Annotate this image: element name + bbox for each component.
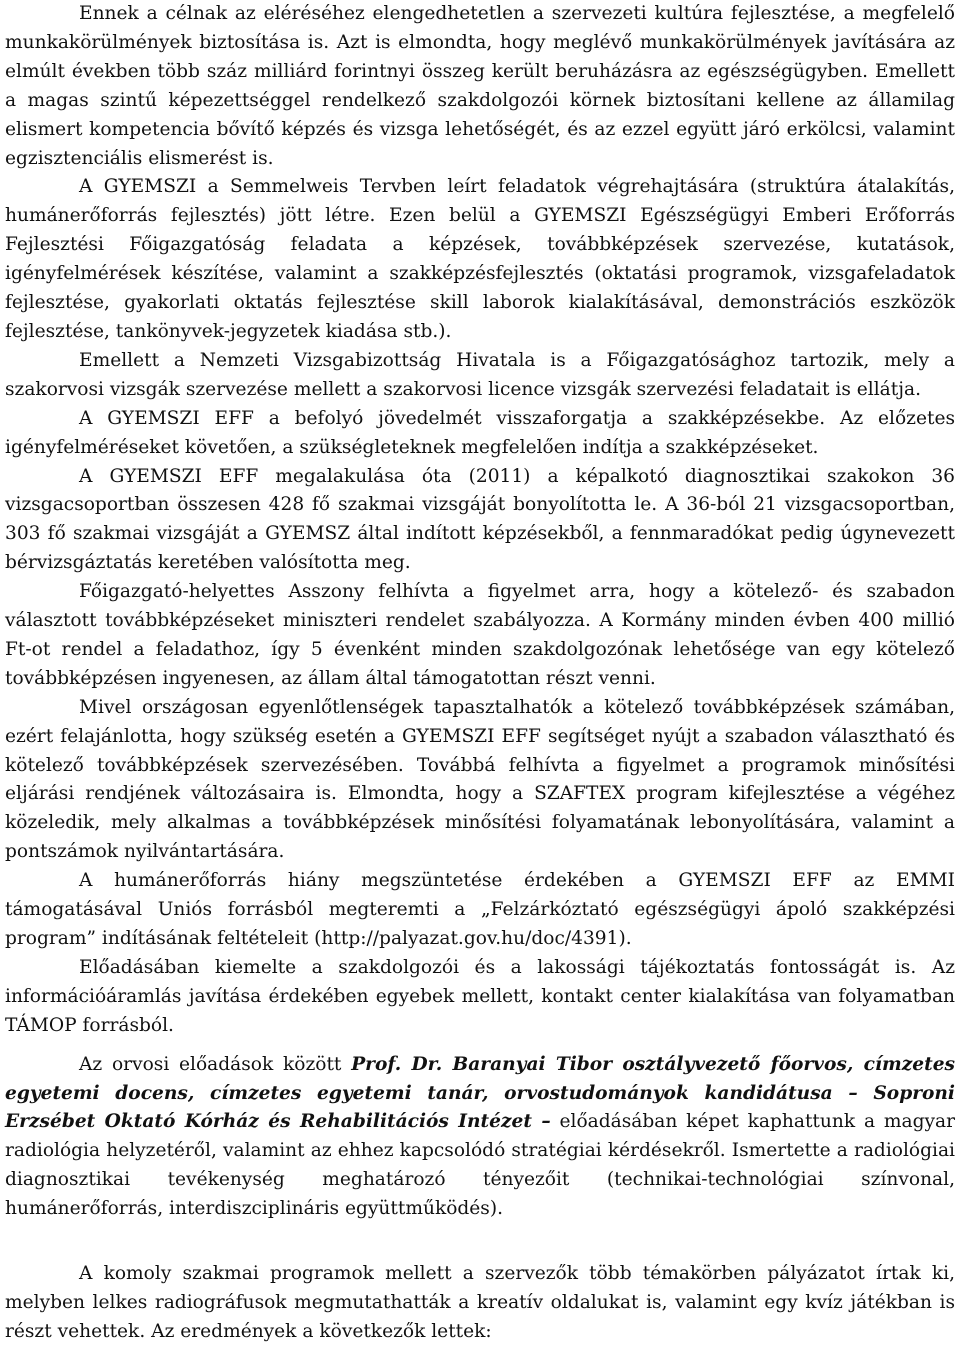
lecture-intro: Az orvosi előadások között: [79, 1053, 352, 1075]
paragraph-start: Ennek a célnak az eléréséhez elengedhetetlen a szervezeti kultúra fejlesztése, a: [79, 3, 855, 24]
paragraph-organizational-culture: [5, 0, 955, 173]
paragraph-continuation: megfelelő munkakörülmények biztosítása is. Azt is elmondta, hogy meglévő munkakörülmények javítására az elmúlt években több száz milliárd forintnyi összeg került beruházásra az egészségügyben. Emellett a magas szintű képezettséggel rendelkező szakdolgozói körnek biztosítani kellene az államilag elismert kompetencia bővítő képzés és vizsga lehetőségét, és az ezzel együtt járó erkölcsi, valamint egzisztenciális elismerést is.: [5, 3, 955, 169]
paragraph-workforce-shortage: A humánerőforrás hiány megszüntetése érdekében a GYEMSZI EFF az EMMI támogatásával Uniós forrásból megteremti a „Felzárkóztató egészségügyi ápoló szakképzési program” indításának feltételeit (http://palyazat.gov.hu/doc/4391).: [5, 870, 955, 949]
paragraph-gyemszi-tasks: A GYEMSZI a Semmelweis Tervben leírt feladatok végrehajtására (struktúra átalakítás, humánerőforrás fejlesztés) jött létre. Ezen belül a GYEMSZI Egészségügyi Emberi Erőforrás Fejlesztési Főigazgatóság feladata a képzések, továbbképzések szervezése, kutatások, igényfelmérések készítése, valamint a szakképzésfejlesztés (oktatási programok, vizsgafeladatok fejlesztése, gyakorlati oktatás fejlesztése skill laborok kialakításával, demonstrációs eszközök fejlesztése, tankönyvek-jegyzetek kiadása stb.).: [5, 176, 955, 342]
speaker-name: Prof. Dr. Baranyai Tibor osztályvezető főorvos, címzetes egyetemi docens, címzetes egyetemi tanár, orvostudományok kandidátusa – Soproni Erzsébet Oktató Kórház és Rehabilitációs Intézet –: [5, 1053, 955, 1133]
paragraph-exam-statistics: A GYEMSZI EFF megalakulása óta (2011) a képalkotó diagnosztikai szakokon 36 vizsgacsoportban összesen 428 fő szakmai vizsgáját bonyolította le. A 36-ból 21 vizsgacsoportban, 303 fő szakmai vizsgáját a GYEMSZ által indított képzésekből, a fennmaradókat pedig úgynevezett bérvizsgáztatás keretében valósította meg.: [5, 465, 955, 574]
paragraph-exam-board: Emellett a Nemzeti Vizsgabizottság Hivatala is a Főigazgatósághoz tartozik, mely a szakorvosi vizsgák szervezése mellett a szakorvosi licence vizsgák szervezési feladatait is ellátja.: [5, 349, 955, 400]
paragraph-eff-income: A GYEMSZI EFF a befolyó jövedelmét visszaforgatja a szakképzésekbe. Az előzetes igényfelméréseket követően, a szükségleteknek megfelelően indítja a szakképzéseket.: [5, 407, 955, 458]
spacer: [5, 1041, 955, 1051]
paragraph-inequalities: Mivel országosan egyenlőtlenségek tapasztalhatók a kötelező továbbképzések számában, ezért felajánlotta, hogy szükség esetén a GYEMSZI EFF segítséget nyújt a szabadon választható és kötelező továbbképzések szervezésében. Továbbá felhívta a figyelmet a programok minősítési eljárási rendjének változásaira is. Elmondta, hogy a SZAFTEX program kifejlesztése a végéhez közeledik, mely alkalmas a továbbképzések minősítési folyamatának lebonyolítására, valamint a pontszámok nyilvántartására.: [5, 696, 955, 863]
spacer: [5, 1224, 955, 1260]
paragraph-competitions: A komoly szakmai programok mellett a szervezők több témakörben pályázatot írtak ki, melyben lelkes radiográfusok megmutathatták a kreatív oldalukat is, valamint egy kvíz játékban is részt vehettek. Az eredmények a következők lettek:: [5, 1263, 955, 1342]
paragraph-continuing-education: Főigazgató-helyettes Asszony felhívta a figyelmet arra, hogy a kötelező- és szabadon választott továbbképzéseket miniszteri rendelet szabályozza. A Kormány minden évben 400 millió Ft-ot rendel a feladathoz, így 5 évenként minden szakdolgozónak lehetősége van egy kötelező továbbképzésen ingyenesen, az állam által támogatottan részt venni.: [5, 581, 955, 689]
paragraph-information-flow: Előadásában kiemelte a szakdolgozói és a lakossági tájékoztatás fontosságát is. Az információáramlás javítása érdekében egyebek mellett, kontakt center kialakítása van folyamatban TÁMOP forrásból.: [5, 956, 955, 1036]
paragraph-medical-lectures: [5, 1051, 955, 1224]
lecture-summary: előadásában képet kaphattunk a magyar radiológia helyzetéről, valamint az ehhez kapcsolódó stratégiai kérdésekről. Ismertette a radiológiai diagnosztikai tevékenység meghatározó tényezőit (technikai-technológiai színvonal, humánerőforrás, interdiszciplináris együttműködés).: [5, 1111, 955, 1220]
